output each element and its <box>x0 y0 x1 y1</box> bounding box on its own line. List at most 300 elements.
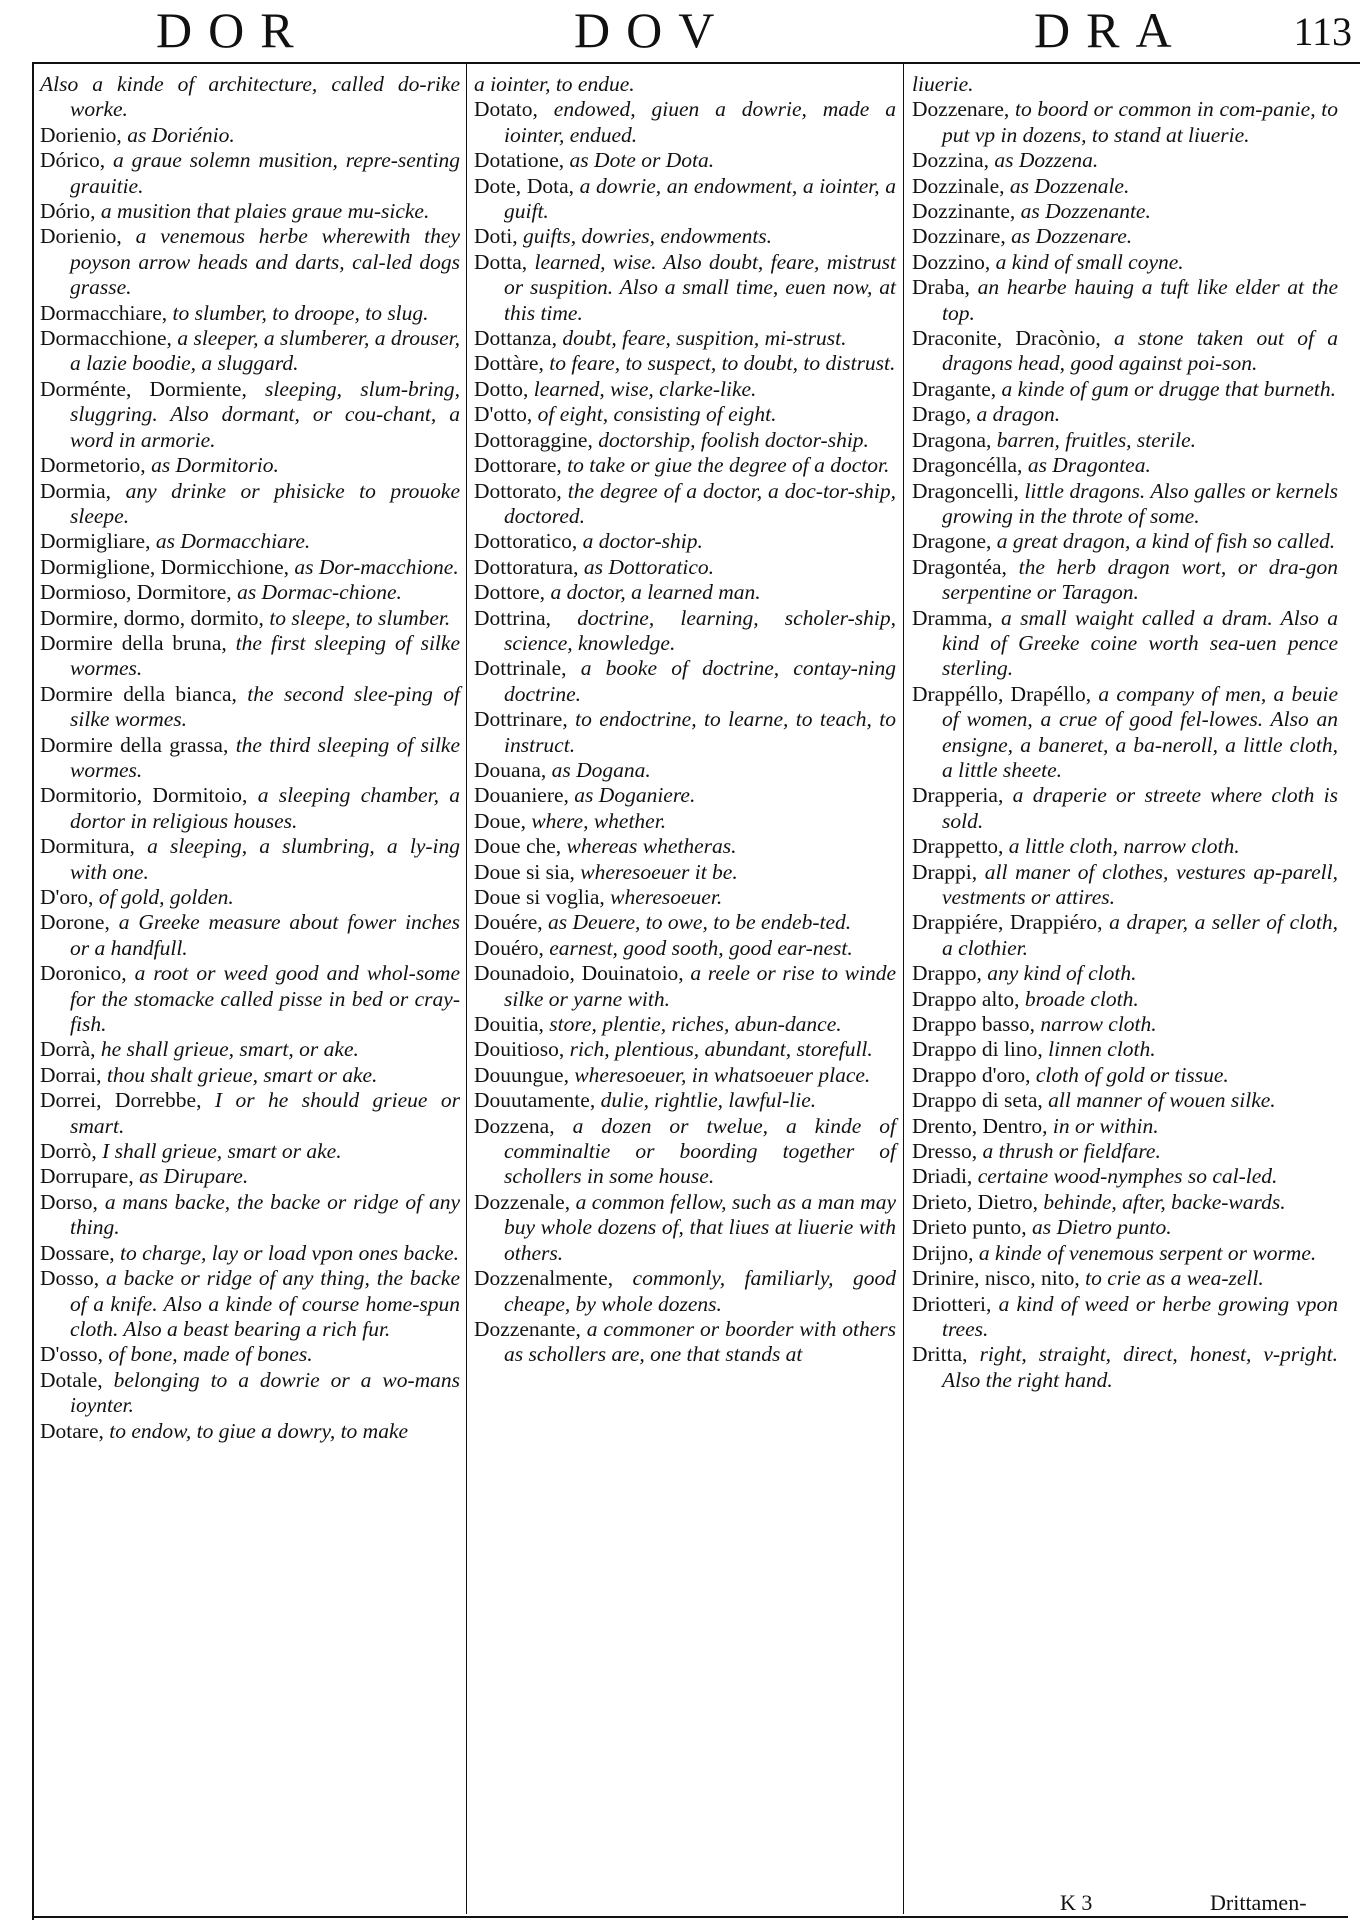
entry-headword: Drinire, nisco, nito, <box>912 1266 1080 1291</box>
entry-definition: doctrine, learning, scholer-ship, science, knowledge. <box>504 605 896 655</box>
dictionary-entry <box>474 72 896 97</box>
entry-definition: as Dottoratico. <box>583 554 715 579</box>
entry-headword: D'osso, <box>40 1342 104 1367</box>
dictionary-entry <box>474 961 896 1012</box>
dictionary-entry <box>40 1368 460 1419</box>
entry-definition: to endoctrine, to learne, to teach, to instruct. <box>504 707 896 757</box>
dictionary-entry <box>474 606 896 657</box>
column-rule-1 <box>466 64 467 1914</box>
dictionary-entry <box>40 123 460 148</box>
entry-definition: to crie as a wea-zell. <box>1085 1266 1264 1291</box>
entry-headword: Dormacchiare, <box>40 300 168 325</box>
entry-headword: Dozzina, <box>912 148 990 173</box>
entry-definition: as Dietro punto. <box>1032 1215 1172 1240</box>
entry-headword: Drappo, <box>912 961 982 986</box>
dictionary-entry <box>912 377 1338 402</box>
dictionary-entry <box>912 1292 1338 1343</box>
dictionary-entry <box>474 1266 896 1317</box>
entry-headword: Dozzena, <box>474 1113 555 1138</box>
dictionary-entry <box>474 885 896 910</box>
entry-definition: all manner of wouen silke. <box>1048 1088 1276 1113</box>
entry-definition: learned, wise. Also doubt, feare, mistrust or suspition. Also a small time, euen now, at this time. <box>504 249 896 325</box>
entry-definition: learned, wise, clarke-like. <box>533 376 757 401</box>
entry-definition: a mans backe, the backe or ridge of any thing. <box>70 1189 461 1240</box>
entry-definition: a commoner or boorder with others as schollers are, one that stands at <box>504 1316 897 1367</box>
dictionary-entry <box>40 1266 460 1342</box>
entry-headword: Dorrai, <box>40 1062 102 1087</box>
dictionary-entry <box>40 224 460 300</box>
dictionary-entry <box>474 97 896 148</box>
dictionary-entry <box>912 606 1338 682</box>
entry-definition: as Dozzenale. <box>1009 173 1130 198</box>
entry-headword: Dragona, <box>912 427 992 452</box>
entry-headword: Dottoratico, <box>474 529 578 554</box>
entry-definition: guifts, dowries, endowments. <box>522 224 773 249</box>
dictionary-entry <box>40 555 460 580</box>
dictionary-entry <box>40 301 460 326</box>
dictionary-entry <box>474 148 896 173</box>
dictionary-entry <box>474 910 896 935</box>
entry-headword: Douutamente, <box>474 1088 596 1113</box>
entry-headword: Drappiére, Drappiéro, <box>912 910 1103 935</box>
entry-headword: Driotteri, <box>912 1291 992 1316</box>
entry-headword: Dotare, <box>40 1418 104 1443</box>
entry-headword: Dottàre, <box>474 351 544 376</box>
dictionary-entry <box>40 1419 460 1444</box>
entry-headword: Dragante, <box>912 376 997 401</box>
entry-headword: Dorrò, <box>40 1139 97 1164</box>
entry-definition: the degree of a doctor, a doc-tor-ship, doctored. <box>504 478 896 528</box>
entry-headword: Dotale, <box>40 1367 103 1392</box>
entry-definition: to take or giue the degree of a doctor. <box>567 453 890 478</box>
entry-definition: as Deuere, to owe, to be endeb-ted. <box>548 910 852 935</box>
entry-headword: Doue si sia, <box>474 859 575 884</box>
entry-definition: rich, plentious, abundant, storefull. <box>569 1037 873 1062</box>
entry-definition: doctorship, foolish doctor-ship. <box>598 427 869 452</box>
dictionary-entry <box>912 834 1338 859</box>
entry-definition: behinde, after, backe-wards. <box>1043 1189 1286 1214</box>
footer-rule <box>34 1916 1348 1918</box>
dictionary-entry <box>474 580 896 605</box>
entry-headword: Dormitorio, Dormitoio, <box>40 783 248 808</box>
entry-definition: a dragon. <box>976 402 1061 427</box>
entry-definition: the second slee-ping of silke wormes. <box>70 681 460 732</box>
entry-definition: to charge, lay or load vpon ones backe. <box>120 1240 459 1265</box>
dictionary-entry <box>40 1342 460 1367</box>
entry-headword: Dote, Dota, <box>474 173 574 198</box>
entry-headword: Drappéllo, Drapéllo, <box>912 681 1092 706</box>
entry-headword: Dozzenale, <box>474 1189 571 1214</box>
entry-definition: as Doriénio. <box>127 122 235 147</box>
entry-headword: Dotatione, <box>474 148 565 173</box>
entry-definition: the first sleeping of silke wormes. <box>70 630 460 681</box>
entry-definition: to slumber, to droope, to slug. <box>172 300 429 325</box>
entry-definition: a doctor, a learned man. <box>550 580 761 605</box>
entry-headword: Dottoraggine, <box>474 427 593 452</box>
dictionary-entry <box>912 402 1338 427</box>
dictionary-entry <box>912 1012 1338 1037</box>
entry-headword: Dottorato, <box>474 478 562 503</box>
dictionary-entry <box>912 1139 1338 1164</box>
entry-definition: a small waight called a dram. Also a kind of Greeke coine worth sea-uen pence sterling. <box>942 605 1339 681</box>
dictionary-entry <box>474 377 896 402</box>
entry-headword: Dorienio, <box>40 224 122 249</box>
entry-headword: D'oro, <box>40 885 94 909</box>
entry-headword: Driadi, <box>912 1164 973 1189</box>
entry-definition: dulie, rightlie, lawful-lie. <box>600 1088 817 1113</box>
entry-definition: a backe or ridge of any thing, the backe of a knife. Also a kinde of course home-spun cloth. Also a beast bearing a rich fur. <box>70 1266 460 1341</box>
entry-headword: Drijno, <box>912 1240 974 1265</box>
entry-definition: a root or weed good and whol-some for the stomacke called pisse in bed or cray-fish. <box>70 961 461 1037</box>
entry-headword: Doue che, <box>474 834 562 859</box>
dictionary-entry <box>474 1012 896 1037</box>
entry-headword: D'otto, <box>474 402 533 427</box>
entry-headword: Dorso, <box>40 1189 98 1214</box>
entry-definition: a company of men, a beuie of women, a crue of good fel-lowes. Also an ensigne, a baneret, a ba-neroll, a little cloth, a little sheete. <box>942 681 1339 782</box>
entry-definition: wheresoeuer. <box>610 885 723 909</box>
entry-definition: in or within. <box>1052 1113 1159 1138</box>
dictionary-entry <box>912 224 1338 249</box>
entry-definition: liuerie. <box>912 72 974 96</box>
entry-definition: doubt, feare, suspition, mi-strust. <box>562 326 847 351</box>
entry-definition: certaine wood-nymphes so cal-led. <box>977 1164 1278 1189</box>
entry-definition: a kinde of venemous serpent or worme. <box>978 1240 1317 1265</box>
dictionary-entry <box>912 72 1338 97</box>
entry-headword: Dotto, <box>474 376 529 401</box>
header-rule <box>34 62 1360 64</box>
dictionary-entry <box>40 1139 460 1164</box>
dictionary-entry <box>474 860 896 885</box>
entry-headword: Dormitura, <box>40 834 135 859</box>
entry-definition: a sleeping chamber, a dortor in religious houses. <box>70 783 461 833</box>
dictionary-entry <box>40 834 460 885</box>
entry-headword: Dotta, <box>474 249 528 274</box>
entry-headword: Dorone, <box>40 910 110 935</box>
entry-headword: Dormire della grassa, <box>40 732 229 757</box>
left-frame-rule <box>32 62 34 1920</box>
entry-headword: Dório, <box>40 199 96 224</box>
entry-definition: as Dozzenare. <box>1011 224 1133 249</box>
entry-definition: any drinke or phisicke to prouoke sleepe. <box>70 478 461 528</box>
entry-headword: Drieto punto, <box>912 1215 1027 1240</box>
entry-definition: a sleeper, a slumberer, a drouser, a lazie boodie, a sluggard. <box>70 326 461 376</box>
entry-headword: Draba, <box>912 275 970 300</box>
dictionary-entry <box>474 402 896 427</box>
entry-headword: Dorrupare, <box>40 1164 134 1189</box>
entry-headword: Dormia, <box>40 478 112 503</box>
entry-definition: any kind of cloth. <box>987 961 1137 986</box>
dictionary-entry <box>40 1241 460 1266</box>
dictionary-entry <box>40 453 460 478</box>
entry-definition: I shall grieue, smart or ake. <box>102 1139 342 1164</box>
entry-headword: Douitioso, <box>474 1037 565 1062</box>
entry-headword: Dragoncelli, <box>912 478 1019 503</box>
entry-definition: endowed, giuen a dowrie, made a iointer, endued. <box>504 97 896 147</box>
page-number: 113 <box>1293 9 1352 54</box>
dictionary-entry <box>912 1063 1338 1088</box>
dictionary-entry <box>912 783 1338 834</box>
entry-definition: a graue solemn musition, repre-senting grauitie. <box>70 148 461 198</box>
entry-definition: a thrush or fieldfare. <box>982 1139 1161 1164</box>
entry-definition: a musition that plaies graue mu-sicke. <box>100 199 430 224</box>
entry-headword: Dottore, <box>474 580 546 605</box>
dictionary-entry <box>40 326 460 377</box>
dictionary-entry <box>912 1190 1338 1215</box>
entry-headword: Dounadoio, Douinatoio, <box>474 961 684 986</box>
entry-headword: Drieto, Dietro, <box>912 1189 1038 1214</box>
entry-headword: Dozzenalmente, <box>474 1266 614 1291</box>
entry-headword: Drapperia, <box>912 783 1004 808</box>
dictionary-entry <box>40 529 460 554</box>
entry-definition: linnen cloth. <box>1048 1037 1156 1062</box>
dictionary-entry <box>40 682 460 733</box>
dictionary-entry <box>474 758 896 783</box>
column-3 <box>912 72 1338 1393</box>
entry-definition: as Dote or Dota. <box>569 148 715 173</box>
entry-headword: Douana, <box>474 757 547 782</box>
running-header <box>34 0 1358 60</box>
entry-headword: Drago, <box>912 402 972 427</box>
entry-headword: Dramma, <box>912 605 993 630</box>
entry-headword: Drappo d'oro, <box>912 1062 1031 1087</box>
entry-definition: as Doganiere. <box>574 783 696 808</box>
entry-definition: belonging to a dowrie or a wo-mans ioynter. <box>70 1367 461 1418</box>
entry-headword: Drento, Dentro, <box>912 1113 1048 1138</box>
entry-definition: a kind of weed or herbe growing vpon trees. <box>942 1291 1338 1341</box>
dictionary-entry <box>474 936 896 961</box>
entry-definition: a dowrie, an endowment, a iointer, a guift. <box>504 173 896 224</box>
entry-definition: a doctor-ship. <box>582 529 703 554</box>
entry-headword: Draconite, Dracònio, <box>912 326 1101 351</box>
entry-definition: a dozen or twelue, a kinde of comminaltie or boording together of schollers in some house. <box>504 1113 896 1189</box>
entry-headword: Drappo di lino, <box>912 1037 1043 1062</box>
dictionary-entry <box>912 682 1338 784</box>
dictionary-entry <box>474 351 896 376</box>
entry-headword: Dragoncélla, <box>912 453 1023 478</box>
entry-headword: Dottoratura, <box>474 554 579 579</box>
entry-definition: earnest, good sooth, good ear-nest. <box>549 935 853 960</box>
entry-headword: Dossare, <box>40 1240 115 1265</box>
entry-definition: right, straight, direct, honest, v-pright. Also the right hand. <box>942 1342 1339 1392</box>
entry-definition: a little cloth, narrow cloth. <box>1008 834 1240 859</box>
dictionary-entry <box>474 707 896 758</box>
entry-headword: Drappo basso, <box>912 1012 1036 1037</box>
dictionary-entry <box>474 656 896 707</box>
dictionary-entry <box>40 148 460 199</box>
entry-headword: Doti, <box>474 224 518 249</box>
entry-definition: to endow, to giue a dowry, to make <box>109 1418 409 1443</box>
dictionary-entry <box>40 1164 460 1189</box>
dictionary-entry <box>912 987 1338 1012</box>
entry-headword: Drappo alto, <box>912 986 1020 1011</box>
entry-headword: Doue si voglia, <box>474 885 605 909</box>
entry-definition: all maner of clothes, vestures ap-parell, vestments or attires. <box>942 859 1338 909</box>
dictionary-entry <box>474 1317 896 1368</box>
dictionary-entry <box>40 1063 460 1088</box>
entry-definition: a kinde of gum or drugge that burneth. <box>1001 376 1336 401</box>
dictionary-entry <box>474 224 896 249</box>
entry-definition: I or he should grieue or smart. <box>70 1088 461 1138</box>
dictionary-entry <box>474 529 896 554</box>
entry-definition: as Dormitorio. <box>151 453 279 478</box>
entry-headword: Dozzino, <box>912 249 991 274</box>
entry-definition: as Dormac-chione. <box>237 580 402 605</box>
dictionary-entry <box>912 1215 1338 1240</box>
dictionary-entry <box>474 250 896 326</box>
entry-definition: barren, fruitles, sterile. <box>996 427 1197 452</box>
header-left-guideword: DOR <box>156 2 310 58</box>
dictionary-entry <box>474 326 896 351</box>
entry-definition: thou shalt grieue, smart or ake. <box>106 1062 378 1087</box>
entry-definition: of bone, made of bones. <box>108 1342 313 1367</box>
dictionary-entry <box>474 479 896 530</box>
entry-definition: sleeping, slum-bring, sluggring. Also dormant, or cou-chant, a word in armorie. <box>70 376 460 452</box>
entry-headword: Dorienio, <box>40 122 122 147</box>
entry-definition: as Dor-macchione. <box>294 554 459 579</box>
entry-definition: a kind of small coyne. <box>995 249 1184 274</box>
entry-headword: Dragontéa, <box>912 554 1007 579</box>
dictionary-entry <box>40 1088 460 1139</box>
entry-definition: as Dragontea. <box>1027 453 1151 478</box>
entry-headword: Douére, <box>474 910 543 935</box>
entry-headword: Doronico, <box>40 961 127 986</box>
dictionary-entry <box>912 148 1338 173</box>
entry-headword: Dormetorio, <box>40 453 146 478</box>
dictionary-entry <box>40 733 460 784</box>
dictionary-entry <box>912 97 1338 148</box>
dictionary-entry <box>912 428 1338 453</box>
dictionary-entry <box>912 275 1338 326</box>
entry-headword: Dormire della bruna, <box>40 630 227 655</box>
entry-definition: a common fellow, such as a man may buy whole dozens of, that liues at liuerie with others. <box>504 1189 896 1265</box>
entry-headword: Dosso, <box>40 1266 100 1291</box>
dictionary-entry <box>474 809 896 834</box>
dictionary-entry <box>474 1088 896 1113</box>
entry-definition: a great dragon, a kind of fish so called. <box>996 529 1336 554</box>
entry-definition: an hearbe hauing a tuft like elder at the top. <box>942 275 1339 325</box>
entry-headword: Douitia, <box>474 1012 544 1037</box>
entry-definition: cloth of gold or tissue. <box>1035 1062 1229 1087</box>
dictionary-entry <box>40 1037 460 1062</box>
entry-definition: as Dirupare. <box>139 1164 249 1189</box>
entry-headword: Dozzinale, <box>912 173 1005 198</box>
entry-definition: to sleepe, to slumber. <box>269 605 451 630</box>
entry-headword: Dorménte, Dormiente, <box>40 376 247 401</box>
dictionary-entry <box>474 428 896 453</box>
dictionary-entry <box>912 199 1338 224</box>
dictionary-entry <box>474 453 896 478</box>
dictionary-entry <box>40 910 460 961</box>
entry-headword: Dormiglione, Dormicchione, <box>40 554 289 579</box>
entry-headword: Doue, <box>474 808 526 833</box>
dictionary-entry <box>912 174 1338 199</box>
signature-mark: K 3 <box>1060 1890 1093 1915</box>
dictionary-entry <box>40 377 460 453</box>
dictionary-entry <box>912 1241 1338 1266</box>
dictionary-entry <box>474 555 896 580</box>
entry-headword: Dottrinare, <box>474 707 568 732</box>
dictionary-entry <box>912 1037 1338 1062</box>
entry-headword: Dorrà, <box>40 1037 96 1062</box>
dictionary-entry <box>912 479 1338 530</box>
dictionary-entry <box>40 1190 460 1241</box>
column-2 <box>474 72 896 1368</box>
entry-headword: Dritta, <box>912 1342 968 1367</box>
entry-headword: Dottrina, <box>474 605 552 630</box>
entry-definition: a stone taken out of a dragons head, good against poi-son. <box>942 326 1339 376</box>
entry-definition: wheresoeuer, in whatsoeuer place. <box>574 1062 871 1087</box>
entry-headword: Dottrinale, <box>474 656 567 681</box>
entry-definition: as Dormacchiare. <box>155 529 311 554</box>
dictionary-entry <box>912 555 1338 606</box>
entry-headword: Dórico, <box>40 148 106 173</box>
entry-headword: Dormire della bianca, <box>40 681 237 706</box>
entry-headword: Douéro, <box>474 935 544 960</box>
entry-headword: Dormacchione, <box>40 326 172 351</box>
dictionary-entry <box>912 1114 1338 1139</box>
dictionary-entry <box>40 783 460 834</box>
entry-definition: commonly, familiarly, good cheape, by whole dozens. <box>504 1266 897 1316</box>
entry-definition: a draperie or streete where cloth is sold. <box>942 783 1338 833</box>
dictionary-entry <box>40 631 460 682</box>
entry-headword: Dottorare, <box>474 453 562 478</box>
entry-definition: he shall grieue, smart, or ake. <box>100 1037 359 1062</box>
entry-headword: Dormire, dormo, dormito, <box>40 605 264 630</box>
entry-headword: Dormioso, Dormitore, <box>40 580 232 605</box>
entry-definition: whereas whetheras. <box>566 834 737 859</box>
dictionary-entry <box>912 1088 1338 1113</box>
dictionary-entry <box>912 250 1338 275</box>
entry-definition: narrow cloth. <box>1040 1012 1157 1037</box>
entry-definition: as Dozzena. <box>994 148 1099 173</box>
dictionary-entry <box>474 1037 896 1062</box>
entry-headword: Douaniere, <box>474 783 569 808</box>
entry-definition: a draper, a seller of cloth, a clothier. <box>942 910 1338 960</box>
dictionary-entry <box>40 479 460 530</box>
entry-headword: Drappo di seta, <box>912 1088 1043 1113</box>
entry-headword: Dozzinare, <box>912 224 1006 249</box>
entry-definition: a venemous herbe wherewith they poyson arrow heads and darts, cal-led dogs grasse. <box>70 224 460 300</box>
entry-definition: as Dogana. <box>551 757 651 782</box>
entry-definition: of eight, consisting of eight. <box>537 402 777 427</box>
dictionary-entry <box>912 1164 1338 1189</box>
entry-definition: the herb dragon wort, or dra-gon serpentine or Taragon. <box>942 554 1338 605</box>
entry-definition: to feare, to suspect, to doubt, to distrust. <box>549 351 896 376</box>
dictionary-entry <box>912 453 1338 478</box>
entry-definition: Also a kinde of architecture, called do-rike worke. <box>40 72 460 122</box>
dictionary-entry <box>40 606 460 631</box>
dictionary-entry <box>912 1266 1338 1291</box>
entry-definition: wheresoeuer it be. <box>580 859 738 884</box>
entry-headword: Dresso, <box>912 1139 978 1164</box>
dictionary-entry <box>912 529 1338 554</box>
entry-definition: a reele or rise to winde silke or yarne with. <box>504 961 896 1011</box>
entry-headword: Dozzenare, <box>912 97 1010 122</box>
catchword: Drittamen- <box>1210 1890 1307 1915</box>
entry-headword: Dragone, <box>912 529 992 554</box>
entry-headword: Drappi, <box>912 859 978 884</box>
header-middle-guideword: DOV <box>574 2 731 58</box>
entry-definition: a booke of doctrine, contay-ning doctrine. <box>504 656 896 706</box>
dictionary-entry <box>40 72 460 123</box>
entry-headword: Dotato, <box>474 97 538 122</box>
entry-headword: Dozzenante, <box>474 1316 581 1341</box>
dictionary-entry <box>474 783 896 808</box>
entry-definition: of gold, golden. <box>98 885 234 909</box>
entry-definition: a sleeping, a slumbring, a ly-ing with one. <box>70 834 461 884</box>
entry-definition: broade cloth. <box>1024 986 1139 1011</box>
entry-definition: as Dozzenante. <box>1020 199 1151 224</box>
